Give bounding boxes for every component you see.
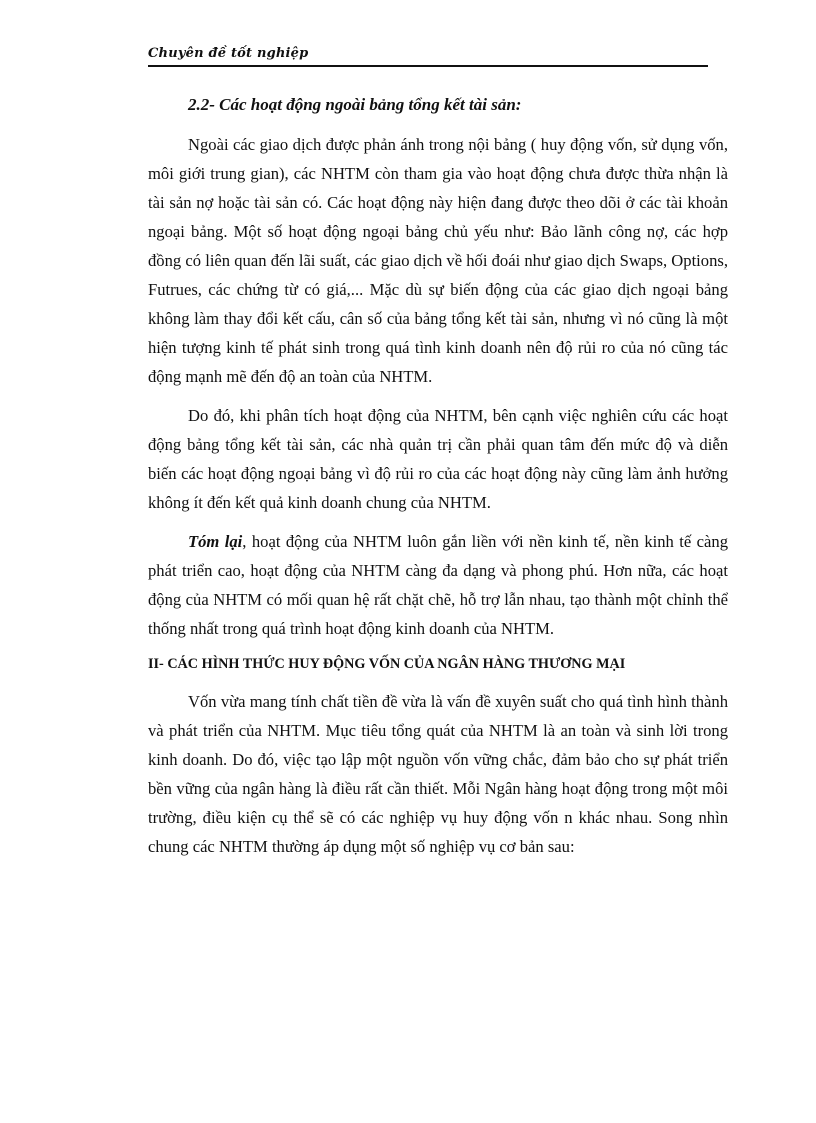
section-II-heading: II- CÁC HÌNH THỨC HUY ĐỘNG VỐN CỦA NGÂN HÀNG THƯƠNG MẠI [148,656,626,672]
page-header [148,46,708,68]
page-content [148,92,728,871]
summary-text: , hoạt động của NHTM luôn gắn liền với nền kinh tế, nền kinh tế càng phát triển cao, hoạt động của NHTM càng đa dạng và phong phú. Hơn nữa, các hoạt động của NHTM có mối quan hệ rất chặt chẽ, hỗ trợ lẫn nhau, tạo thành một chỉnh thể thống nhất trong quá trình hoạt động kinh doanh của NHTM. [148,532,728,638]
section-2-2-heading: 2.2- Các hoạt động ngoài bảng tổng kết tài sản: [188,95,522,114]
section-2-2-paragraph-3 [148,527,728,643]
section-II-paragraph-1: Vốn vừa mang tính chất tiền đề vừa là vấn đề xuyên suất cho quá tình hình thành và phát triển của NHTM. Mục tiêu tổng quát của NHTM là an toàn và sinh lời trong kinh doanh. Do đó, việc tạo lập một nguồn vốn vững chắc, đảm bảo cho sự phát triển bền vững của ngân hàng là điều rất cần thiết. Mỗi Ngân hàng hoạt động trong một môi trường, điều kiện cụ thể sẽ có các nghiệp vụ huy động vốn n khác nhau. Song nhìn chung các NHTM thường áp dụng một số nghiệp vụ cơ bản sau: [148,692,728,856]
summary-lead: Tóm lại [188,532,243,551]
section-2-2-paragraph-2: Do đó, khi phân tích hoạt động của NHTM, bên cạnh việc nghiên cứu các hoạt động bảng tổng kết tài sản, các nhà quản trị cần phải quan tâm đến mức độ và diễn biến các hoạt động ngoại bảng vì độ rủi ro của các hoạt động này cũng làm ảnh hưởng không ít đến kết quả kinh doanh chung của NHTM. [148,406,728,512]
section-2-2-paragraph-1: Ngoài các giao dịch được phản ánh trong nội bảng ( huy động vốn, sử dụng vốn, môi giới trung gian), các NHTM còn tham gia vào hoạt động chưa được thừa nhận là tài sản nợ hoặc tài sản có. Các hoạt động này hiện đang được theo dõi ở các tài khoản ngoại bảng. Một số hoạt động ngoại bảng chủ yếu như: Bảo lãnh công nợ, các hợp đồng có liên quan đến lãi suất, các giao dịch về hối đoái như giao dịch Swaps, Options, Futrues, các chứng từ có giá,... Mặc dù sự biến động của các giao dịch ngoại bảng không làm thay đổi kết cấu, cân số của bảng tổng kết tài sản, nhưng vì nó cũng là một hiện tượng kinh tế phát sinh trong quá tình kinh doanh nên độ rủi ro của nó cũng tác động mạnh mẽ đến độ an toàn của NHTM. [148,135,728,386]
header-title: Chuyên đề tốt nghiệp [148,46,309,61]
header-rule [148,65,708,67]
